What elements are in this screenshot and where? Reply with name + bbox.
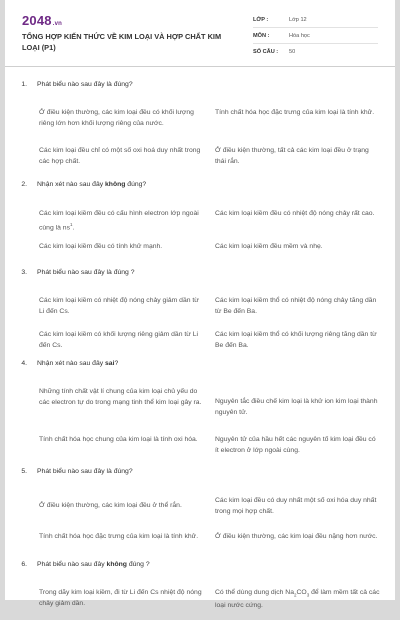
option-c[interactable]: Các kim loại kiềm có khối lượng riêng giảm dần từ Li đến Cs. — [39, 331, 199, 349]
option-a[interactable]: Ở điều kiện thường, các kim loại đều ở thể rắn. — [39, 502, 182, 509]
option-a[interactable]: Các kim loại kiềm đều có cấu hình electron lớp ngoài cùng là $ns^1$. — [39, 210, 199, 232]
question-stem: 1. Phát biểu nào sau đây là đúng? — [21, 81, 133, 88]
question-5 — [5, 467, 395, 560]
option-a[interactable]: Các kim loại kiềm có nhiệt độ nóng chảy giảm dần từ Li đến Cs. — [39, 297, 199, 315]
document-meta — [253, 12, 378, 59]
site-logo[interactable]: 2048.vn — [22, 13, 63, 28]
option-c[interactable]: Các kim loại kiềm đều có tính khử mạnh. — [39, 243, 163, 250]
meta-grade: LỚP : Lớp 12 — [253, 12, 378, 28]
option-b[interactable]: Các kim loại kiềm đều có nhiệt độ nóng chảy rất cao. — [215, 210, 375, 217]
option-d[interactable]: Ở điều kiện thường, các kim loại đều nặng hơn nước. — [215, 533, 378, 540]
page-header — [5, 0, 395, 67]
option-a[interactable]: Trong dãy kim loại kiềm, đi từ Li đến Cs nhiệt độ nóng chảy giảm dần. — [39, 589, 202, 607]
question-list — [5, 80, 395, 620]
option-c[interactable]: Các kim loại đều chỉ có một số oxi hoá duy nhất trong các hợp chất. — [39, 147, 201, 165]
question-6 — [5, 560, 395, 620]
option-c[interactable]: Tính chất hóa học đặc trưng của kim loại là tính khử. — [39, 533, 199, 540]
document-title: TỔNG HỢP KIẾN THỨC VỀ KIM LOẠI VÀ HỢP CHẤT KIM LOẠI (P1) — [22, 32, 222, 52]
meta-question-count: SỐ CÂU : 50 — [253, 48, 296, 55]
question-stem: 5. Phát biểu nào sau đây là đúng? — [21, 468, 133, 475]
option-b[interactable]: Tính chất hóa học đặc trưng của kim loại là tính khử. — [215, 109, 375, 116]
question-stem: 4. Nhận xét nào sau đây sai? — [21, 360, 119, 367]
option-a[interactable]: Ở điều kiện thường, các kim loại đều có khối lượng riêng lớn hơn khối lượng riêng của nước. — [39, 109, 194, 127]
option-c[interactable]: Tính chất hóa học chung của kim loại là tính oxi hóa. — [39, 436, 198, 443]
option-b[interactable]: Có thể dùng dung dịch $Na_2CO_3$ để làm mềm tất cả các loại nước cứng. — [215, 589, 380, 610]
question-stem: 3. Phát biểu nào sau đây là đúng ? — [21, 269, 135, 276]
question-3 — [5, 268, 395, 359]
option-a[interactable]: Những tính chất vật lí chung của kim loại chủ yếu do các electron tự do trong mạng tinh thể kim loại gây ra. — [39, 388, 202, 406]
option-b[interactable]: Các kim loại đều có duy nhất một số oxi hóa duy nhất trong mọi hợp chất. — [215, 497, 377, 515]
option-b[interactable]: Các kim loại kiềm thổ có nhiệt độ nóng chảy tăng dần từ Be đến Ba. — [215, 297, 377, 315]
question-stem: 6. Phát biểu nào sau đây không đúng ? — [21, 561, 150, 568]
question-1 — [5, 80, 395, 180]
option-d[interactable]: Các kim loại kiềm đều mềm và nhẹ. — [215, 243, 323, 250]
document-page — [5, 0, 395, 610]
option-d[interactable]: Các kim loại kiềm thổ có khối lượng riêng tăng dần từ Be đến Ba. — [215, 331, 377, 349]
question-stem: 2. Nhận xét nào sau đây không đúng? — [21, 181, 147, 188]
option-d[interactable]: Ở điều kiện thường, tất cả các kim loại đều ở trạng thái rắn. — [215, 147, 369, 165]
option-b[interactable]: Nguyên tắc điều chế kim loại là khử ion kim loại thành nguyên tử. — [215, 398, 378, 416]
option-d[interactable]: Nguyên tử của hầu hết các nguyên tố kim loại đều có ít electron ở lớp ngoài cùng. — [215, 436, 376, 454]
question-2 — [5, 180, 395, 268]
question-4 — [5, 359, 395, 467]
meta-subject: MÔN : Hóa học — [253, 28, 378, 44]
